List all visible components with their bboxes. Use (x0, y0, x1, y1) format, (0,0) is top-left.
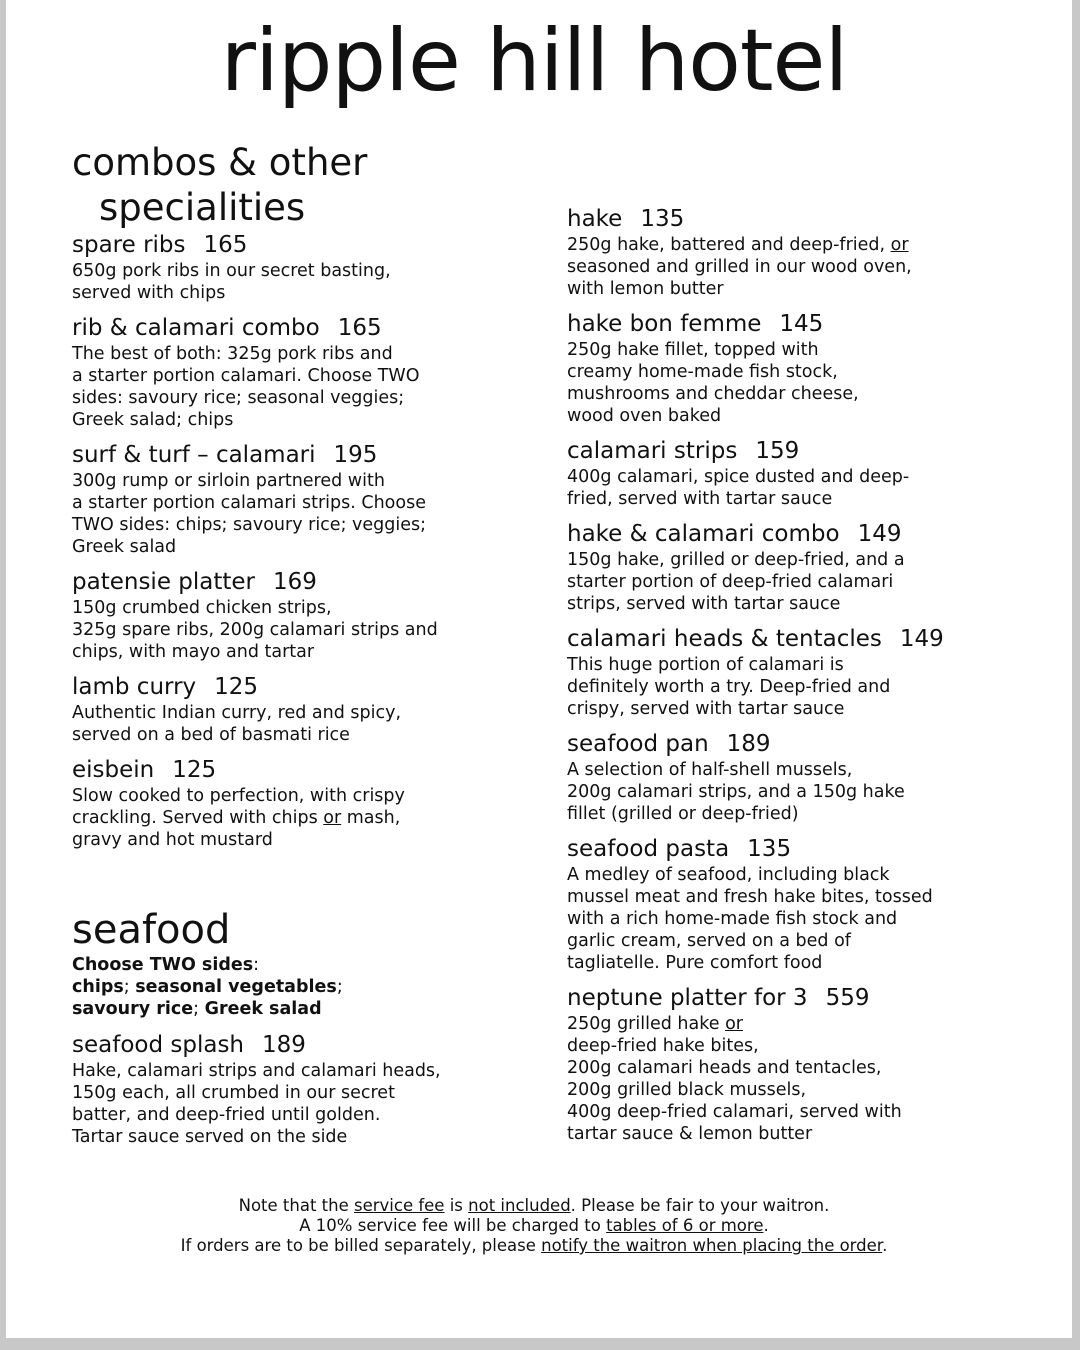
item-price: 149 (857, 521, 902, 547)
desc-line: wood oven baked (567, 406, 722, 426)
sides-text: ; (193, 999, 205, 1019)
desc-line: 250g hake fillet, topped with (567, 340, 819, 360)
item-price: 135 (747, 836, 792, 862)
combos-title-line1: combos & other (72, 141, 368, 184)
item-description (72, 343, 542, 431)
desc-line: 325g spare ribs, 200g calamari strips and (72, 620, 438, 640)
item-head (567, 519, 1047, 549)
combos-section-title (72, 140, 542, 230)
item-name: neptune platter for 3 (567, 985, 808, 1011)
desc-line: creamy home-made fish stock, (567, 362, 838, 382)
item-name: hake & calamari combo (567, 521, 840, 547)
desc-line: 250g grilled hake (567, 1014, 726, 1034)
desc-line: chips, with mayo and tartar (72, 642, 315, 662)
desc-line: crackling. Served with chips (72, 808, 324, 828)
desc-line: The best of both: 325g pork ribs and (72, 344, 393, 364)
note-text: . (763, 1216, 769, 1235)
right-column (567, 204, 1047, 1154)
item-price: 165 (337, 315, 382, 341)
seafood-sides-note (72, 954, 542, 1020)
note-text: is (444, 1196, 469, 1215)
desc-line: Greek salad; chips (72, 410, 234, 430)
desc-line: tagliatelle. Pure comfort food (567, 953, 823, 973)
item-description (72, 785, 542, 851)
desc-line: 200g calamari strips, and a 150g hake (567, 782, 905, 802)
menu-item (567, 436, 1047, 510)
note-text: Note that the (238, 1196, 354, 1215)
desc-line: mussel meat and fresh hake bites, tossed (567, 887, 933, 907)
item-name: hake (567, 206, 623, 232)
desc-line: sides: savoury rice; seasonal veggies; (72, 388, 405, 408)
menu-item (567, 729, 1047, 825)
menu-item (567, 624, 1047, 720)
desc-line: served on a bed of basmati rice (72, 725, 350, 745)
desc-line: crispy, served with tartar sauce (567, 699, 845, 719)
menu-item-hake (567, 204, 1047, 300)
item-head (72, 230, 542, 260)
seafood-section-title: seafood (72, 907, 231, 953)
desc-line: Tartar sauce served on the side (72, 1127, 348, 1147)
item-head (72, 567, 542, 597)
note-underline: tables of 6 or more (606, 1216, 764, 1235)
item-description (567, 234, 1047, 300)
item-head (567, 436, 1047, 466)
desc-line: Slow cooked to perfection, with crispy (72, 786, 405, 806)
desc-line: Greek salad (72, 537, 177, 557)
desc-line: Hake, calamari strips and calamari heads, (72, 1061, 441, 1081)
desc-line: 150g hake, grilled or deep-fried, and a (567, 550, 905, 570)
desc-line: 200g calamari heads and tentacles, (567, 1058, 882, 1078)
item-name: calamari heads & tentacles (567, 626, 882, 652)
item-description (72, 470, 542, 558)
item-description (567, 466, 1047, 510)
item-head (567, 309, 1047, 339)
desc-line: 150g crumbed chicken strips, (72, 598, 332, 618)
desc-line: 200g grilled black mussels, (567, 1080, 807, 1100)
desc-line: fillet (grilled or deep-fried) (567, 804, 799, 824)
note-underline: notify the waitron when placing the order (541, 1236, 883, 1255)
desc-line: This huge portion of calamari is (567, 655, 844, 675)
item-name: spare ribs (72, 232, 186, 258)
desc-line: garlic cream, served on a bed of (567, 931, 851, 951)
sides-text: savoury rice (72, 999, 194, 1019)
item-description (72, 702, 542, 746)
item-head (567, 624, 1047, 654)
item-description (567, 1013, 1047, 1145)
item-head (72, 672, 542, 702)
item-price: 159 (755, 438, 800, 464)
item-name: rib & calamari combo (72, 315, 320, 341)
desc-line: deep-fried hake bites, (567, 1036, 759, 1056)
note-text: . Please be fair to your waitron. (570, 1196, 830, 1215)
menu-item-seafood-splash (72, 1030, 542, 1148)
sides-text: seasonal vegetables (135, 977, 337, 997)
desc-underline: or (890, 235, 909, 255)
combos-list (72, 230, 542, 746)
note-underline: service fee (354, 1196, 445, 1215)
item-head (72, 313, 542, 343)
menu-item (567, 309, 1047, 427)
item-description (72, 260, 542, 304)
item-head (567, 834, 1047, 864)
desc-line: with a rich home-made fish stock and (567, 909, 898, 929)
item-name: eisbein (72, 757, 155, 783)
item-name: seafood splash (72, 1032, 245, 1058)
item-head (72, 755, 542, 785)
desc-underline: or (725, 1014, 743, 1034)
item-name: lamb curry (72, 674, 197, 700)
item-name: patensie platter (72, 569, 256, 595)
sides-text: ; (336, 977, 343, 997)
menu-item (72, 567, 542, 663)
item-head (72, 1030, 542, 1060)
desc-line: definitely worth a try. Deep-fried and (567, 677, 891, 697)
desc-line: 650g pork ribs in our secret basting, (72, 261, 391, 281)
item-price: 165 (203, 232, 248, 258)
desc-line: strips, served with tartar sauce (567, 594, 841, 614)
sides-text: Greek salad (204, 999, 322, 1019)
sides-text: : (253, 955, 260, 975)
item-price: 145 (779, 311, 824, 337)
desc-line: 400g calamari, spice dusted and deep- (567, 467, 910, 487)
item-name: surf & turf – calamari (72, 442, 316, 468)
item-price: 169 (273, 569, 317, 595)
desc-line: seasoned and grilled in our wood oven, (567, 257, 912, 277)
item-price: 189 (262, 1032, 306, 1058)
right-items-list (567, 309, 1047, 974)
item-description (567, 759, 1047, 825)
sides-text: chips (72, 977, 124, 997)
item-name: hake bon femme (567, 311, 762, 337)
menu-item (72, 313, 542, 431)
desc-line: TWO sides: chips; savoury rice; veggies; (72, 515, 427, 535)
desc-line: 300g rump or sirloin partnered with (72, 471, 385, 491)
desc-line: mash, (341, 808, 401, 828)
menu-item (72, 230, 542, 304)
desc-line: A selection of half-shell mussels, (567, 760, 853, 780)
menu-item (72, 672, 542, 746)
note-text: . (882, 1236, 888, 1255)
menu-item-eisbein (72, 755, 542, 851)
note-text: A 10% service fee will be charged to (299, 1216, 607, 1235)
hotel-title: ripple hill hotel (220, 11, 848, 111)
item-description (72, 1060, 542, 1148)
desc-line: a starter portion calamari. Choose TWO (72, 366, 420, 386)
item-description (567, 549, 1047, 615)
item-description (567, 654, 1047, 720)
desc-line: a starter portion calamari strips. Choose (72, 493, 426, 513)
item-head (567, 983, 1047, 1013)
item-description (567, 339, 1047, 427)
note-underline: not included (468, 1196, 571, 1215)
menu-item (567, 834, 1047, 974)
item-head (567, 204, 1047, 234)
desc-line: tartar sauce & lemon butter (567, 1124, 813, 1144)
menu-item (72, 440, 542, 558)
desc-line: 250g hake, battered and deep-fried, (567, 235, 891, 255)
desc-line: mushrooms and cheddar cheese, (567, 384, 859, 404)
desc-line: fried, served with tartar sauce (567, 489, 833, 509)
desc-line: starter portion of deep-fried calamari (567, 572, 894, 592)
desc-line: batter, and deep-fried until golden. (72, 1105, 381, 1125)
item-description (72, 597, 542, 663)
item-head (567, 729, 1047, 759)
service-fee-note (0, 1196, 1074, 1256)
item-price: 189 (726, 731, 771, 757)
desc-underline: or (323, 808, 342, 828)
sides-text: Choose TWO sides (72, 955, 254, 975)
item-name: calamari strips (567, 438, 738, 464)
item-head (72, 440, 542, 470)
desc-line: served with chips (72, 283, 226, 303)
combos-title-line2: specialities (99, 186, 306, 229)
desc-line: Authentic Indian curry, red and spicy, (72, 703, 402, 723)
item-price: 195 (333, 442, 378, 468)
desc-line: A medley of seafood, including black (567, 865, 890, 885)
desc-line: gravy and hot mustard (72, 830, 273, 850)
menu-item (567, 519, 1047, 615)
desc-line: 400g deep-fried calamari, served with (567, 1102, 902, 1122)
item-price: 135 (640, 206, 685, 232)
item-price: 125 (214, 674, 259, 700)
menu-item-neptune-platter (567, 983, 1047, 1145)
item-price: 149 (899, 626, 944, 652)
left-column (72, 140, 542, 1157)
item-name: seafood pan (567, 731, 709, 757)
desc-line: 150g each, all crumbed in our secret (72, 1083, 395, 1103)
sides-text: ; (123, 977, 136, 997)
item-name: seafood pasta (567, 836, 730, 862)
item-price: 559 (825, 985, 870, 1011)
item-price: 125 (172, 757, 217, 783)
desc-line: with lemon butter (567, 279, 724, 299)
note-text: If orders are to be billed separately, please (180, 1236, 542, 1255)
item-description (567, 864, 1047, 974)
